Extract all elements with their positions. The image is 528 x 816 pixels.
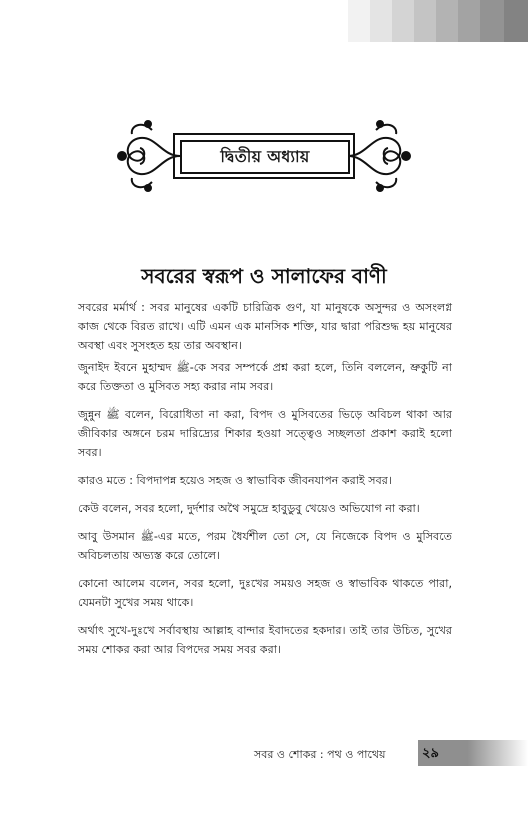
- header-color-bars: [348, 0, 528, 42]
- body-text: [78, 298, 452, 668]
- running-footer-title: সবর ও শোকর : পথ ও পাথেয়: [254, 748, 386, 761]
- header-color-bar: [348, 0, 370, 42]
- paragraph: আবু উসমান ﷺ-এর মতে, পরম ধৈর্যশীল তো সে, যে নিজেকে বিপদ ও মুসিবতে অবিচলতায় অভ্যস্ত করে তোলে।: [78, 530, 452, 562]
- header-color-bar: [458, 0, 480, 42]
- section-title: সবরের স্বরূপ ও সালাফের বাণী: [141, 264, 387, 288]
- header-color-bar: [370, 0, 392, 42]
- page-number: ২৯: [422, 746, 439, 761]
- header-color-bar: [504, 0, 528, 42]
- paragraph: জুনাইদ ইবনে মুহাম্মদ ﷺ-কে সবর সম্পর্কে প্রশ্ন করা হলে, তিনি বললেন, ভ্রুকুটি না করে তিক্ততা ও মুসিবত সহ্য করার নাম সবর।: [78, 361, 452, 393]
- paragraph: কেউ বলেন, সবর হলো, দুর্দশার অথৈ সমুদ্রে হাবুডুবু খেয়েও অভিযোগ না করা।: [78, 502, 420, 515]
- paragraph: কোনো আলেম বলেন, সবর হলো, দুঃখের সময়ও সহজ ও স্বাভাবিক থাকতে পারা, যেমনটা সুখের সময় থাকে।: [78, 577, 452, 609]
- paragraph: সবরের মর্মার্থ : সবর মানুষের একটি চারিত্রিক গুণ, যা মানুষকে অসুন্দর ও অসংলগ্ন কাজ থেকে বিরত রাখে। এটি এমন এক মানসিক শক্তি, যার দ্বারা পরিশুদ্ধ হয় মানুষের অবস্থা এবং সুসংহত হয় তার অবস্থান।: [78, 301, 452, 352]
- header-color-bar: [392, 0, 414, 42]
- paragraph: জুন্নুন ﷺ বলেন, বিরোধিতা না করা, বিপদ ও মুসিবতের ভিড়ে অবিচল থাকা আর জীবিকার অঙ্গনে চরম দারিদ্র্যের শিকার হওয়া সত্ত্বেও সচ্ছলতা প্রকাশ করাই হলো সবর।: [78, 408, 452, 459]
- header-color-bar: [436, 0, 458, 42]
- paragraph: কারও মতে : বিপদাপন্ন হয়েও সহজ ও স্বাভাবিক জীবনযাপন করাই সবর।: [78, 474, 392, 487]
- paragraph: অর্থাৎ সুখে-দুঃখে সর্বাবস্থায় আল্লাহ বান্দার ইবাদতের হকদার। তাই তার উচিত, সুখের সময় শোকর করা আর বিপদের সময় সবর করা।: [78, 624, 452, 656]
- chapter-title: দ্বিতীয় অধ্যায়: [180, 140, 350, 174]
- header-color-bar: [414, 0, 436, 42]
- header-color-bar: [480, 0, 504, 42]
